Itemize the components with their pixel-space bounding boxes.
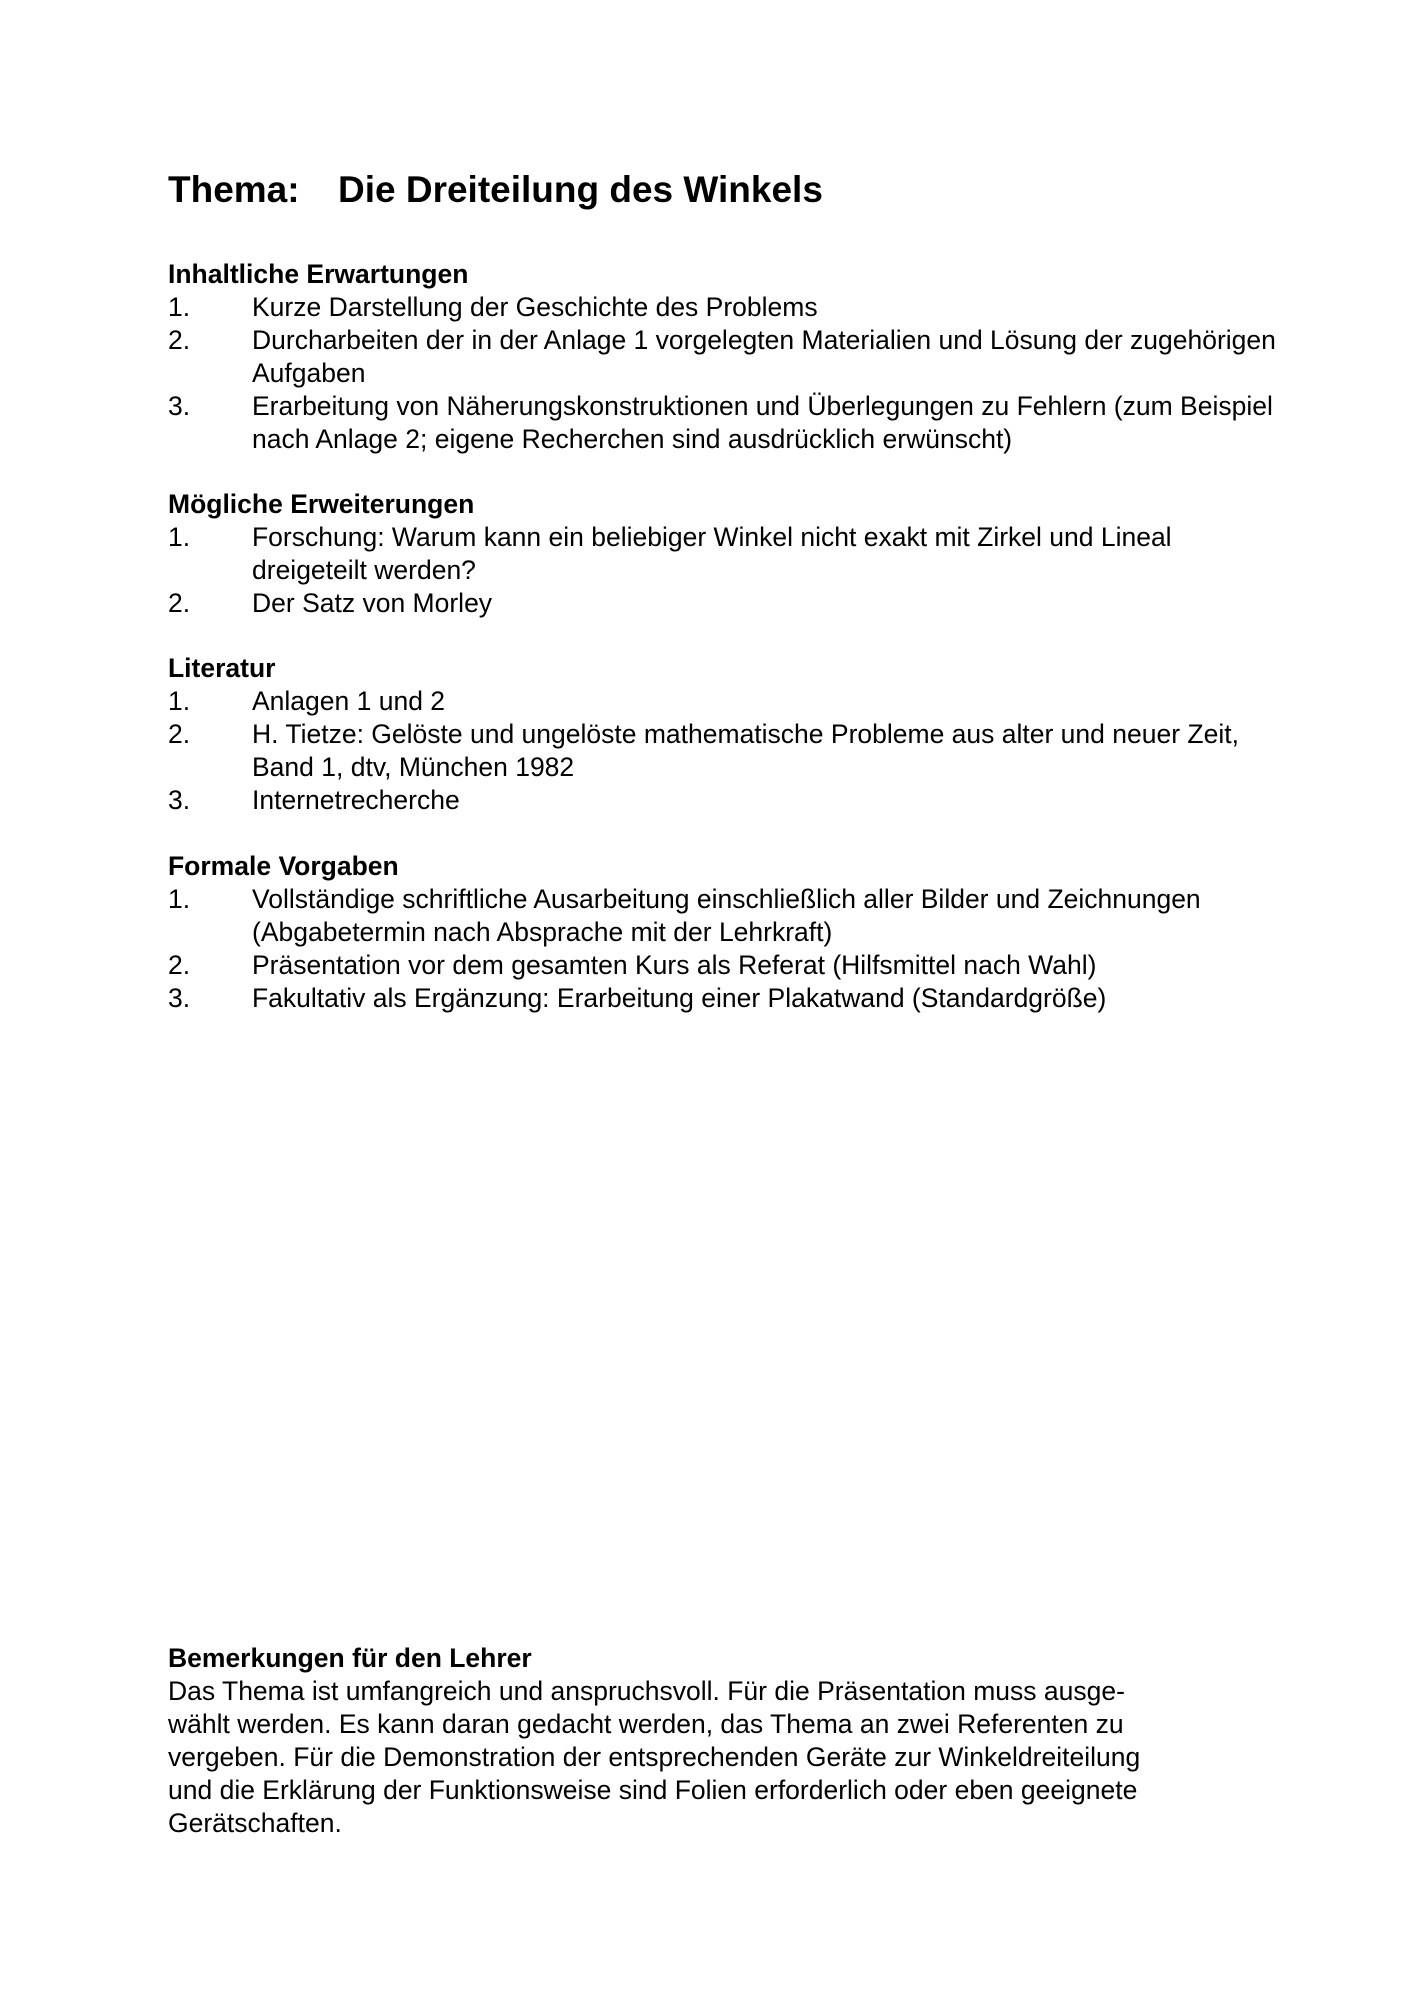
remarks-line: wählt werden. Es kann daran gedacht werden, das Thema an zwei Referenten zu xyxy=(168,1709,1124,1739)
list-item xyxy=(168,982,1288,1015)
page-title xyxy=(168,166,823,214)
section-heading: Inhaltliche Erwartungen xyxy=(168,259,469,289)
list-item xyxy=(168,521,1288,587)
list-item xyxy=(168,784,1288,817)
item-text: Präsentation vor dem gesamten Kurs als Referat (Hilfsmittel nach Wahl) xyxy=(252,950,1097,980)
item-number: 2. xyxy=(168,588,191,618)
list-item xyxy=(168,685,1288,718)
remarks-line: Gerätschaften. xyxy=(168,1808,342,1838)
item-text: Der Satz von Morley xyxy=(252,588,493,618)
item-text: Anlagen 1 und 2 xyxy=(252,686,446,716)
section-literatur xyxy=(168,652,1288,817)
list-item xyxy=(168,883,1288,949)
item-number: 2. xyxy=(168,325,191,355)
item-number: 1. xyxy=(168,522,191,552)
section-heading: Literatur xyxy=(168,653,276,683)
item-number: 2. xyxy=(168,950,191,980)
remarks-line: vergeben. Für die Demonstration der entsprechenden Geräte zur Winkeldreiteilung xyxy=(168,1742,1141,1772)
section-formale-vorgaben xyxy=(168,850,1288,1015)
item-number: 3. xyxy=(168,983,191,1013)
item-number: 1. xyxy=(168,884,191,914)
list-item xyxy=(168,718,1288,784)
section-moegliche-erweiterungen xyxy=(168,488,1288,620)
item-number: 1. xyxy=(168,292,191,322)
list-item xyxy=(168,291,1288,324)
item-number: 3. xyxy=(168,785,191,815)
item-text: Vollständige schriftliche Ausarbeitung einschließlich aller Bilder und Zeichnungen (Abgabetermin nach Absprache mit der Lehrkraft) xyxy=(252,884,1201,947)
remarks-line: Das Thema ist umfangreich und anspruchsvoll. Für die Präsentation muss ausge- xyxy=(168,1676,1125,1706)
list-item xyxy=(168,587,1288,620)
section-bemerkungen xyxy=(168,1642,1288,1840)
item-text: Kurze Darstellung der Geschichte des Problems xyxy=(252,292,818,322)
item-text: Fakultativ als Ergänzung: Erarbeitung einer Plakatwand (Standardgröße) xyxy=(252,983,1107,1013)
list-item xyxy=(168,324,1288,390)
section-heading: Mögliche Erweiterungen xyxy=(168,489,475,519)
item-text: Internetrecherche xyxy=(252,785,460,815)
item-text: H. Tietze: Gelöste und ungelöste mathematische Probleme aus alter und neuer Zeit, Band 1, dtv, München 1982 xyxy=(252,719,1239,782)
item-text: Forschung: Warum kann ein beliebiger Winkel nicht exakt mit Zirkel und Lineal dreigeteilt werden? xyxy=(252,522,1172,585)
section-heading: Formale Vorgaben xyxy=(168,851,399,881)
item-text: Durcharbeiten der in der Anlage 1 vorgelegten Materialien und Lösung der zugehörigen Aufgaben xyxy=(252,325,1276,388)
section-heading: Bemerkungen für den Lehrer xyxy=(168,1643,532,1673)
remarks-line: und die Erklärung der Funktionsweise sind Folien erforderlich oder eben geeignete xyxy=(168,1775,1138,1805)
item-number: 2. xyxy=(168,719,191,749)
item-number: 1. xyxy=(168,686,191,716)
item-number: 3. xyxy=(168,391,191,421)
list-item xyxy=(168,949,1288,982)
section-inhaltliche-erwartungen xyxy=(168,258,1288,456)
title-label: Thema: xyxy=(168,169,300,210)
list-item xyxy=(168,390,1288,456)
title-text: Die Dreiteilung des Winkels xyxy=(338,169,823,210)
item-text: Erarbeitung von Näherungskonstruktionen und Überlegungen zu Fehlern (zum Beispiel nach Anlage 2; eigene Recherchen sind ausdrücklich erwünscht) xyxy=(252,391,1273,454)
